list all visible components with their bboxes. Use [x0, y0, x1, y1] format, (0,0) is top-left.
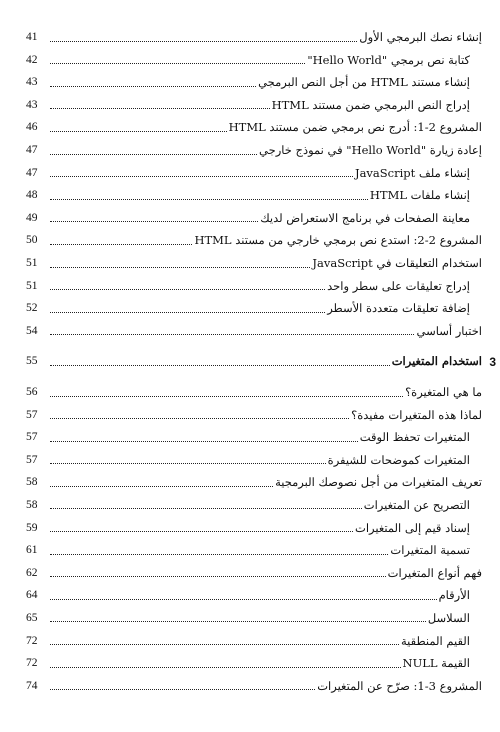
toc-entry-title: المتغيرات تحفظ الوقت	[359, 430, 470, 445]
toc-entry	[26, 492, 482, 515]
toc-dot-leader	[50, 418, 349, 419]
toc-page-number: 52	[26, 302, 38, 315]
toc-entry	[26, 227, 482, 250]
toc-page-number: 65	[26, 611, 38, 624]
toc-entry	[26, 47, 482, 70]
toc-page-number: 57	[26, 431, 38, 444]
toc-entry-title: المشروع 2-1: أدرج نص برمجي ضمن مستند HTML	[228, 120, 482, 135]
toc-dot-leader	[50, 244, 192, 245]
toc-entry-title: الأرقام	[438, 588, 470, 603]
toc-page-number: 43	[26, 98, 38, 111]
toc-entry-title: إضافة تعليقات متعددة الأسطر	[327, 301, 470, 316]
toc-dot-leader	[50, 267, 310, 268]
toc-entry	[26, 182, 482, 205]
toc-page-number: 41	[26, 31, 38, 44]
toc-dot-leader	[50, 644, 399, 645]
toc-entry-title: المشروع 2-2: استدع نص برمجي خارجي من مستند HTML	[194, 233, 482, 248]
toc-page-number: 47	[26, 166, 38, 179]
table-of-contents	[26, 24, 496, 695]
toc-entry	[26, 318, 482, 341]
toc-entry	[26, 250, 482, 273]
toc-entry-title: تعريف المتغيرات من أجل نصوصك البرمجية	[275, 475, 482, 490]
toc-page-number: 50	[26, 234, 38, 247]
toc-entry-title: إسناد قيم إلى المتغيرات	[355, 520, 470, 535]
toc-page-number: 58	[26, 498, 38, 511]
toc-entry	[26, 469, 482, 492]
toc-entry-title: لماذا هذه المتغيرات مفيدة؟	[351, 407, 482, 422]
toc-dot-leader	[50, 289, 325, 290]
toc-entry-title: إنشاء ملفات HTML	[369, 188, 470, 203]
toc-entry	[26, 295, 482, 318]
toc-entry-title: استخدام المتغيرات	[391, 354, 482, 369]
toc-dot-leader	[50, 199, 368, 200]
toc-entry-title: إدراج تعليقات على سطر واحد	[327, 278, 470, 293]
toc-dot-leader	[50, 108, 270, 109]
toc-entry-title: المتغيرات كموضحات للشيفرة	[327, 452, 470, 467]
toc-page-number: 55	[26, 355, 38, 368]
toc-dot-leader	[50, 86, 256, 87]
toc-entry-title: إنشاء نصك البرمجي الأول	[359, 30, 482, 45]
toc-page-number: 62	[26, 566, 38, 579]
toc-dot-leader	[50, 396, 403, 397]
toc-entry	[26, 69, 482, 92]
toc-entry-title: كتابة نص برمجي "Hello World"	[307, 52, 470, 67]
toc-dot-leader	[50, 576, 386, 577]
toc-dot-leader	[50, 334, 414, 335]
toc-dot-leader	[50, 365, 390, 366]
toc-entry	[26, 348, 496, 371]
toc-page-number: 46	[26, 121, 38, 134]
toc-dot-leader	[50, 131, 227, 132]
toc-dot-leader	[50, 63, 305, 64]
toc-entry-title: القيمة NULL	[402, 656, 470, 671]
toc-entry	[26, 650, 482, 673]
toc-dot-leader	[50, 689, 315, 690]
toc-page-number: 57	[26, 408, 38, 421]
toc-page-number: 72	[26, 634, 38, 647]
toc-page-number: 54	[26, 324, 38, 337]
toc-entry-title: إنشاء ملف JavaScript	[354, 165, 470, 180]
toc-entry-title: اختبار أساسي	[416, 323, 482, 338]
toc-page-number: 51	[26, 257, 38, 270]
toc-entry-title: استخدام التعليقات في JavaScript	[312, 256, 482, 271]
toc-chapter-number: 3	[489, 354, 496, 369]
toc-entry	[26, 582, 482, 605]
toc-entry	[26, 673, 482, 696]
toc-dot-leader	[50, 667, 401, 668]
toc-entry	[26, 402, 482, 425]
toc-entry	[26, 160, 482, 183]
toc-page-number: 72	[26, 657, 38, 670]
toc-entry	[26, 114, 482, 137]
toc-entry	[26, 424, 482, 447]
toc-entry	[26, 92, 482, 115]
toc-entry-title: معاينة الصفحات في برنامج الاستعراض لديك	[260, 210, 470, 225]
toc-entry	[26, 379, 482, 402]
toc-dot-leader	[50, 221, 258, 222]
toc-entry	[26, 447, 482, 470]
toc-entry	[26, 273, 482, 296]
toc-page-number: 58	[26, 476, 38, 489]
toc-entry-title: إدراج النص البرمجي ضمن مستند HTML	[271, 97, 470, 112]
toc-page-number: 43	[26, 76, 38, 89]
toc-dot-leader	[50, 554, 388, 555]
toc-page-number: 59	[26, 521, 38, 534]
toc-entry-title: القيم المنطقية	[401, 633, 470, 648]
toc-entry-title: المشروع 3-1: صرّح عن المتغيرات	[317, 678, 482, 693]
toc-dot-leader	[50, 486, 273, 487]
toc-entry-title: التصريح عن المتغيرات	[363, 497, 470, 512]
toc-entry	[26, 605, 482, 628]
toc-dot-leader	[50, 599, 437, 600]
toc-dot-leader	[50, 441, 358, 442]
toc-page-number: 61	[26, 544, 38, 557]
toc-entry-title: فهم أنواع المتغيرات	[387, 565, 482, 580]
toc-entry	[26, 537, 482, 560]
toc-page-number: 48	[26, 189, 38, 202]
toc-page-number: 56	[26, 386, 38, 398]
toc-entry	[26, 137, 482, 160]
toc-entry-title: السلاسل	[427, 610, 470, 625]
toc-dot-leader	[50, 531, 353, 532]
toc-entry-title: تسمية المتغيرات	[390, 543, 470, 558]
toc-entry-title: ما هي المتغيرة؟	[405, 385, 482, 399]
toc-entry	[26, 24, 482, 47]
toc-page-number: 49	[26, 211, 38, 224]
toc-entry-title: إعادة زيارة "Hello World" في نموذج خارجي	[259, 143, 482, 158]
toc-dot-leader	[50, 621, 426, 622]
toc-entry	[26, 514, 482, 537]
toc-dot-leader	[50, 154, 257, 155]
toc-dot-leader	[50, 463, 326, 464]
toc-dot-leader	[50, 41, 357, 42]
toc-page-number: 64	[26, 589, 38, 602]
toc-entry-title: إنشاء مستند HTML من أجل النص البرمجي	[258, 75, 470, 90]
toc-dot-leader	[50, 508, 362, 509]
toc-entry	[26, 560, 482, 583]
toc-page-number: 51	[26, 279, 38, 292]
toc-page-number: 74	[26, 679, 38, 692]
toc-page-number: 47	[26, 144, 38, 157]
toc-entry	[26, 627, 482, 650]
toc-page-number: 42	[26, 53, 38, 66]
toc-dot-leader	[50, 176, 353, 177]
toc-entry	[26, 205, 482, 228]
toc-page-number: 57	[26, 453, 38, 466]
toc-dot-leader	[50, 312, 325, 313]
